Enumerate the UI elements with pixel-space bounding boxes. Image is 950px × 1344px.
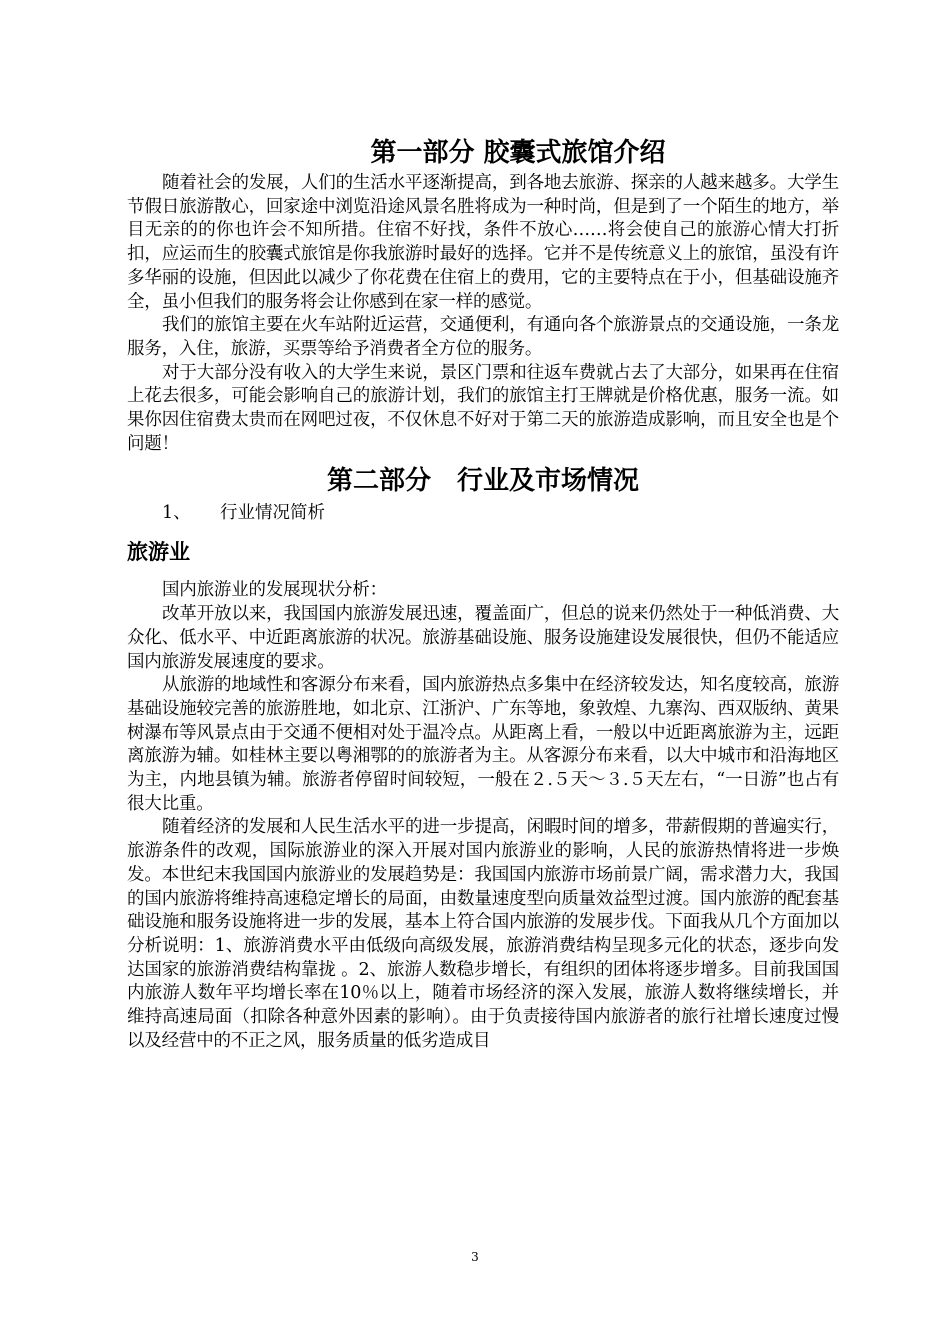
page-content xyxy=(127,134,839,1054)
list-item-number: 1、 xyxy=(162,503,191,524)
section2-paragraph-1: 国内旅游业的发展现状分析： xyxy=(162,580,387,601)
section1-paragraph-2: 我们的旅馆主要在火车站附近运营，交通便利，有通向各个旅游景点的交通设施，一条龙服务，入住，旅游，买票等给予消费者全方位的服务。 xyxy=(127,315,839,359)
section1-paragraph-3: 对于大部分没有收入的大学生来说，景区门票和往返车费就占去了大部分，如果再在住宿上花去很多，可能会影响自己的旅游计划，我们的旅馆主打王牌就是价格优惠，服务一流。如果你因住宿费太贵而在网吧过夜，不仅休息不好对于第二天的旅游造成影响，而且安全也是个问题！ xyxy=(127,362,839,454)
section1-paragraph-1: 随着社会的发展，人们的生活水平逐渐提高，到各地去旅游、探亲的人越来越多。大学生节假日旅游散心，回家途中浏览沿途风景名胜将成为一种时尚，但是到了一个陌生的地方，举目无亲的的你也许会不知所措。住宿不好找，条件不放心……将会使自己的旅游心情大打折扣，应运而生的胶囊式旅馆是你我旅游时最好的选择。它并不是传统意义上的旅馆，虽没有许多华丽的设施，但因此以减少了你花费在住宿上的费用，它的主要特点在于小，但基础设施齐全，虽小但我们的服务将会让你感到在家一样的感觉。 xyxy=(127,173,839,312)
list-item-text: 行业情况简析 xyxy=(220,503,325,524)
list-item xyxy=(127,500,839,527)
section2-paragraph-3: 从旅游的地域性和客源分布来看，国内旅游热点多集中在经济较发达，知名度较高，旅游基础设施较完善的旅游胜地，如北京、江浙沪、广东等地，象敦煌、九寨沟、西双版纳、黄果树瀑布等风景点由于交通不便相对处于温冷点。从距离上看，一般以中近距离旅游为主，远距离旅游为辅。如桂林主要以粤湘鄂的的旅游者为主。从客源分布来看，以大中城市和沿海地区为主，内地县镇为辅。旅游者停留时间较短，一般在２.５天～３.５天左右，“一日游”也占有很大比重。 xyxy=(127,675,839,814)
page-number: 3 xyxy=(471,1250,479,1264)
section2-paragraph-2: 改革开放以来，我国国内旅游发展迅速，覆盖面广，但总的说来仍然处于一种低消费、大众化、低水平、中近距离旅游的状况。旅游基础设施、服务设施建设发展很快，但仍不能适应国内旅游发展速度的要求。 xyxy=(127,604,839,672)
section1-title: 第一部分 胶囊式旅馆介绍 xyxy=(370,138,666,168)
section2-title: 第二部分 行业及市场情况 xyxy=(326,466,639,497)
section2-paragraph-4: 随着经济的发展和人民生活水平的进一步提高，闲暇时间的增多，带薪假期的普遍实行，旅游条件的改观，国际旅游业的深入开展对国内旅游业的影响，人民的旅游热情将进一步焕发。本世纪末我国国内旅游业的发展趋势是：我国国内旅游市场前景广阔，需求潜力大，我国的国内旅游将维持高速稳定增长的局面，由数量速度型向质量效益型过渡。国内旅游的配套基础设施和服务设施将进一步的发展，基本上符合国内旅游的发展步伐。下面我从几个方面加以分析说明：1、旅游消费水平由低级向高级发展，旅游消费结构呈现多元化的状态，逐步向发达国家的旅游消费结构靠拢 。2、旅游人数稳步增长，有组织的团体将逐步增多。目前我国国内旅游人数年平均增长率在10％以上，随着市场经济的深入发展，旅游人数将继续增长，并维持高速局面（扣除各种意外因素的影响）。由于负责接待国内旅游者的旅行社增长速度过慢以及经营中的不正之风，服务质量的低劣造成目 xyxy=(127,817,839,1051)
subheading-tourism: 旅游业 xyxy=(127,540,190,565)
